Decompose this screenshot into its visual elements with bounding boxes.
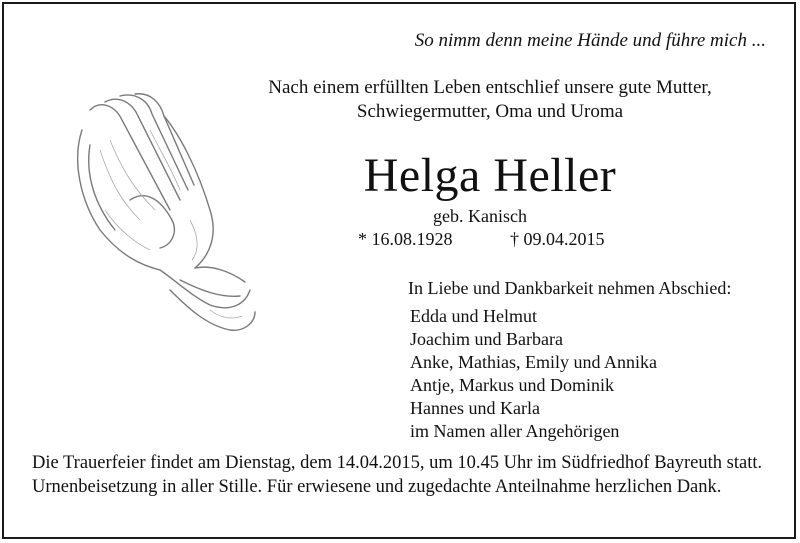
service-text: Die Trauerfeier findet am Dienstag, dem 14.04.2015, um 10.45 Uhr im Südfriedhof Bayreuth statt. Urnenbeisetzung in aller Stille. Für erwiesene und zugedachte Anteilnahme herzlichen Dank. [32, 453, 763, 497]
list-item: Anke, Mathias, Emily und Annika [410, 352, 657, 372]
list-item: im Namen aller Angehörigen [410, 421, 620, 441]
quote: So nimm denn meine Hände und führe mich ... [414, 30, 766, 51]
maiden-name: geb. Kanisch [433, 206, 527, 226]
list-item: Antje, Markus und Dominik [410, 375, 614, 395]
birth-date: * 16.08.1928 [358, 229, 453, 249]
praying-hands-icon [60, 90, 260, 340]
deceased-name: Helga Heller [363, 149, 617, 202]
intro-text [240, 76, 740, 124]
list-item: Edda und Helmut [410, 306, 537, 326]
farewell-heading: In Liebe und Dankbarkeit nehmen Abschied: [408, 278, 732, 298]
death-date: † 09.04.2015 [510, 229, 605, 249]
intro-line-1: Nach einem erfüllten Leben entschlief unsere gute Mutter, [268, 77, 712, 98]
mourners-list [410, 305, 657, 443]
intro-line-2: Schwiegermutter, Oma und Uroma [356, 101, 624, 122]
list-item: Hannes und Karla [410, 398, 540, 418]
list-item: Joachim und Barbara [410, 329, 563, 349]
